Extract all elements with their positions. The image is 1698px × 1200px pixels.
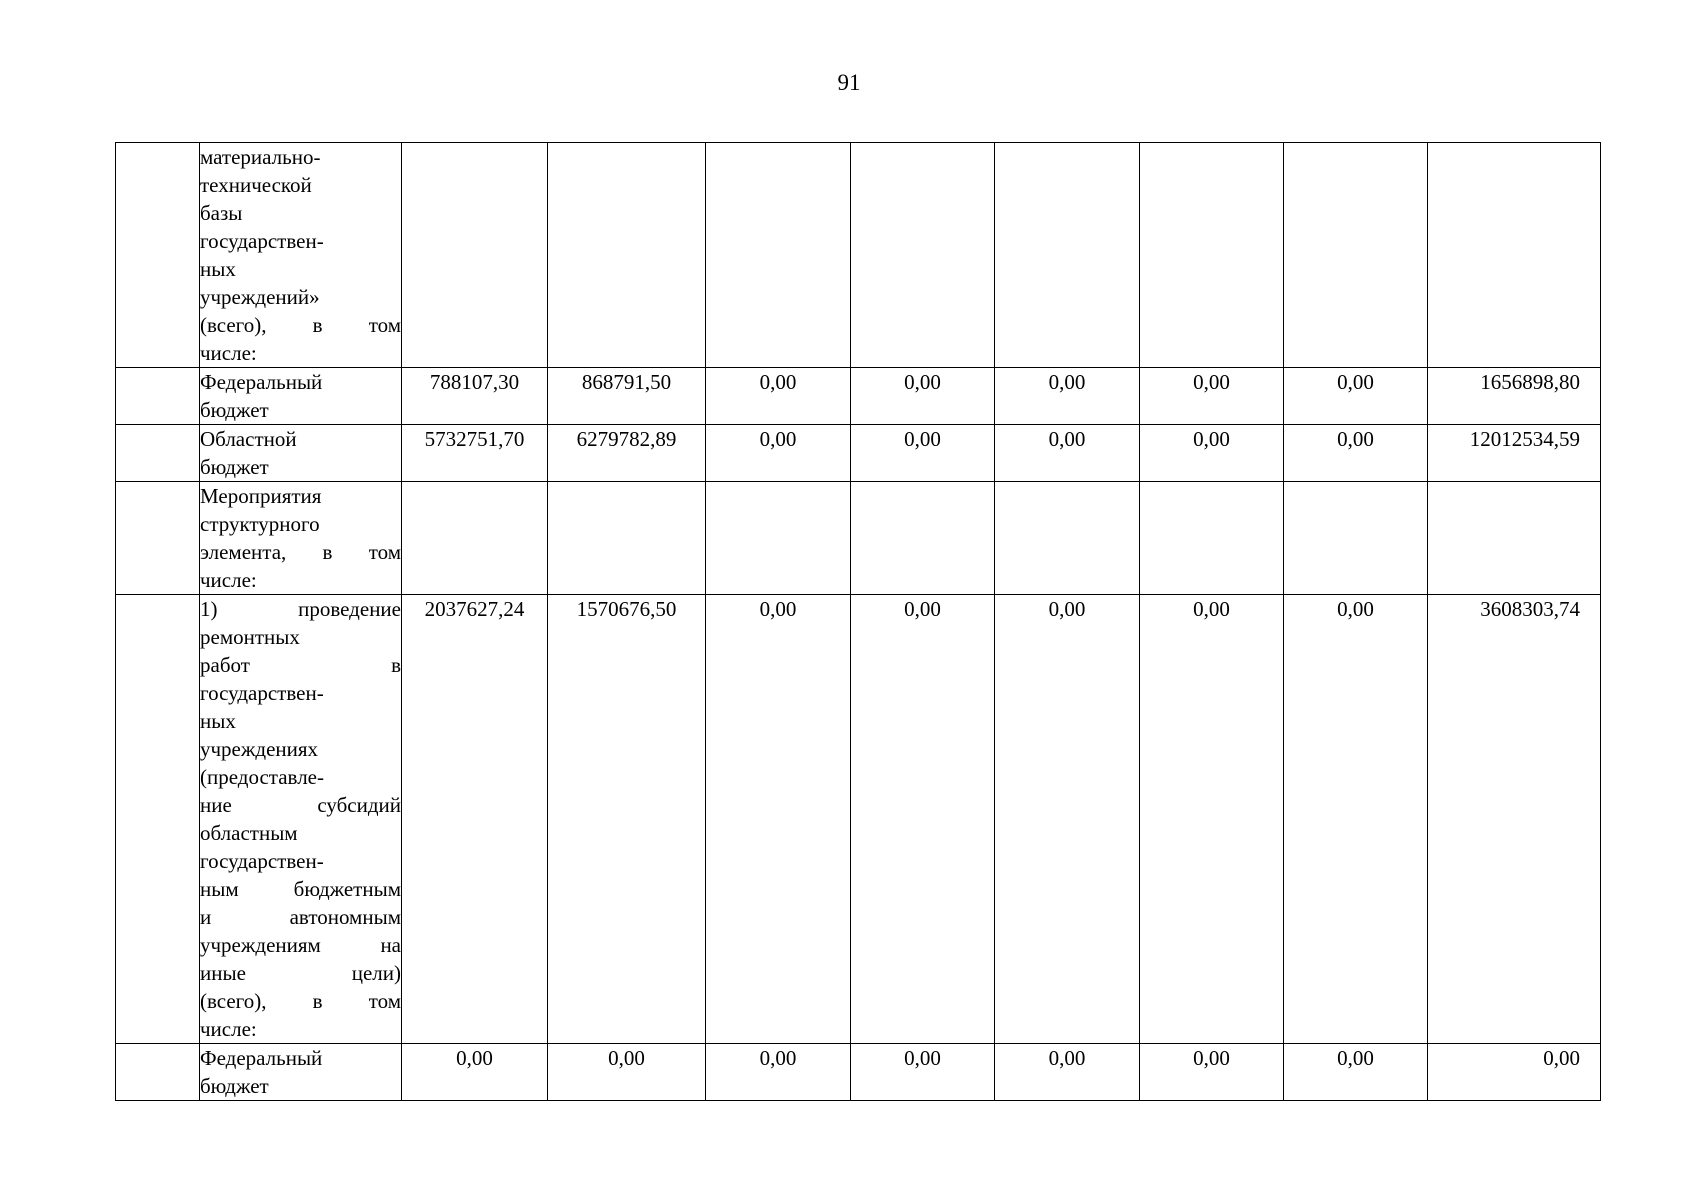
description-line: (всего), в том xyxy=(200,313,401,337)
description-line: числе: xyxy=(200,568,257,592)
description-line: Мероприятия xyxy=(200,484,322,508)
value-cell: 0,00 xyxy=(706,368,851,425)
description-line: государствен- xyxy=(200,229,324,253)
value-cell xyxy=(851,482,995,595)
value-cell: 0,00 xyxy=(995,368,1140,425)
value-cell: 0,00 xyxy=(851,368,995,425)
description-line: 1) проведение xyxy=(200,597,401,621)
description-line: бюджет xyxy=(200,398,269,422)
value-cell: 0,00 xyxy=(1428,1044,1601,1101)
description-line: материально- xyxy=(200,145,321,169)
value-cell xyxy=(1284,143,1428,368)
value-cell: 0,00 xyxy=(1140,425,1284,482)
index-cell xyxy=(116,482,200,595)
index-cell xyxy=(116,143,200,368)
table-row xyxy=(116,595,1601,1044)
table-row xyxy=(116,425,1601,482)
value-cell: 0,00 xyxy=(995,1044,1140,1101)
value-cell xyxy=(706,143,851,368)
description-line: иные цели) xyxy=(200,961,401,985)
value-cell xyxy=(1284,482,1428,595)
value-cell: 0,00 xyxy=(1140,1044,1284,1101)
description-line: государствен- xyxy=(200,681,324,705)
value-cell: 0,00 xyxy=(995,425,1140,482)
description-cell xyxy=(200,425,402,482)
description-cell xyxy=(200,1044,402,1101)
description-line: и автономным xyxy=(200,905,401,929)
table-row xyxy=(116,482,1601,595)
description-line: базы xyxy=(200,201,243,225)
index-cell xyxy=(116,368,200,425)
value-cell: 0,00 xyxy=(706,595,851,1044)
value-cell: 0,00 xyxy=(1140,368,1284,425)
value-cell: 5732751,70 xyxy=(402,425,548,482)
description-line: бюджет xyxy=(200,1074,269,1098)
value-cell xyxy=(995,143,1140,368)
index-cell xyxy=(116,425,200,482)
description-line: учреждениях xyxy=(200,737,319,761)
description-line: числе: xyxy=(200,1017,257,1041)
description-line: ремонтных xyxy=(200,625,300,649)
description-line: ных xyxy=(200,257,236,281)
description-line: ных xyxy=(200,709,236,733)
value-cell xyxy=(706,482,851,595)
description-line: (предоставле- xyxy=(200,765,324,789)
value-cell: 0,00 xyxy=(851,1044,995,1101)
value-cell: 0,00 xyxy=(1284,425,1428,482)
value-cell: 0,00 xyxy=(851,425,995,482)
value-cell: 0,00 xyxy=(851,595,995,1044)
value-cell: 788107,30 xyxy=(402,368,548,425)
description-line: (всего), в том xyxy=(200,989,401,1013)
value-cell xyxy=(1428,482,1601,595)
description-line: Областной xyxy=(200,427,297,451)
value-cell: 1656898,80 xyxy=(1428,368,1601,425)
description-line: бюджет xyxy=(200,455,269,479)
budget-table xyxy=(115,142,1601,1101)
description-line: учреждений» xyxy=(200,285,320,309)
value-cell xyxy=(548,482,706,595)
value-cell: 0,00 xyxy=(706,1044,851,1101)
table-row xyxy=(116,143,1601,368)
page-number: 91 xyxy=(837,70,861,95)
description-cell xyxy=(200,482,402,595)
value-cell: 3608303,74 xyxy=(1428,595,1601,1044)
value-cell: 0,00 xyxy=(1284,368,1428,425)
table-row xyxy=(116,1044,1601,1101)
index-cell xyxy=(116,1044,200,1101)
value-cell: 0,00 xyxy=(995,595,1140,1044)
value-cell xyxy=(402,482,548,595)
value-cell: 12012534,59 xyxy=(1428,425,1601,482)
description-cell xyxy=(200,143,402,368)
description-line: областным xyxy=(200,821,298,845)
description-line: государствен- xyxy=(200,849,324,873)
description-cell xyxy=(200,595,402,1044)
value-cell: 0,00 xyxy=(706,425,851,482)
description-line: работ в xyxy=(200,653,401,677)
value-cell xyxy=(851,143,995,368)
index-cell xyxy=(116,595,200,1044)
description-line: ным бюджетным xyxy=(200,877,401,901)
value-cell: 0,00 xyxy=(402,1044,548,1101)
description-line: Федеральный xyxy=(200,1046,323,1070)
value-cell xyxy=(1428,143,1601,368)
description-cell xyxy=(200,368,402,425)
description-line: ние субсидий xyxy=(200,793,401,817)
value-cell xyxy=(1140,482,1284,595)
value-cell: 2037627,24 xyxy=(402,595,548,1044)
table-row xyxy=(116,368,1601,425)
value-cell: 0,00 xyxy=(1284,1044,1428,1101)
value-cell xyxy=(402,143,548,368)
value-cell xyxy=(995,482,1140,595)
value-cell: 868791,50 xyxy=(548,368,706,425)
value-cell xyxy=(1140,143,1284,368)
description-line: структурного xyxy=(200,512,320,536)
description-line: учреждениям на xyxy=(200,933,401,957)
description-line: числе: xyxy=(200,341,257,365)
value-cell: 1570676,50 xyxy=(548,595,706,1044)
description-line: Федеральный xyxy=(200,370,323,394)
value-cell xyxy=(548,143,706,368)
value-cell: 6279782,89 xyxy=(548,425,706,482)
value-cell: 0,00 xyxy=(1140,595,1284,1044)
value-cell: 0,00 xyxy=(1284,595,1428,1044)
description-line: элемента, в том xyxy=(200,540,401,564)
value-cell: 0,00 xyxy=(548,1044,706,1101)
description-line: технической xyxy=(200,173,312,197)
